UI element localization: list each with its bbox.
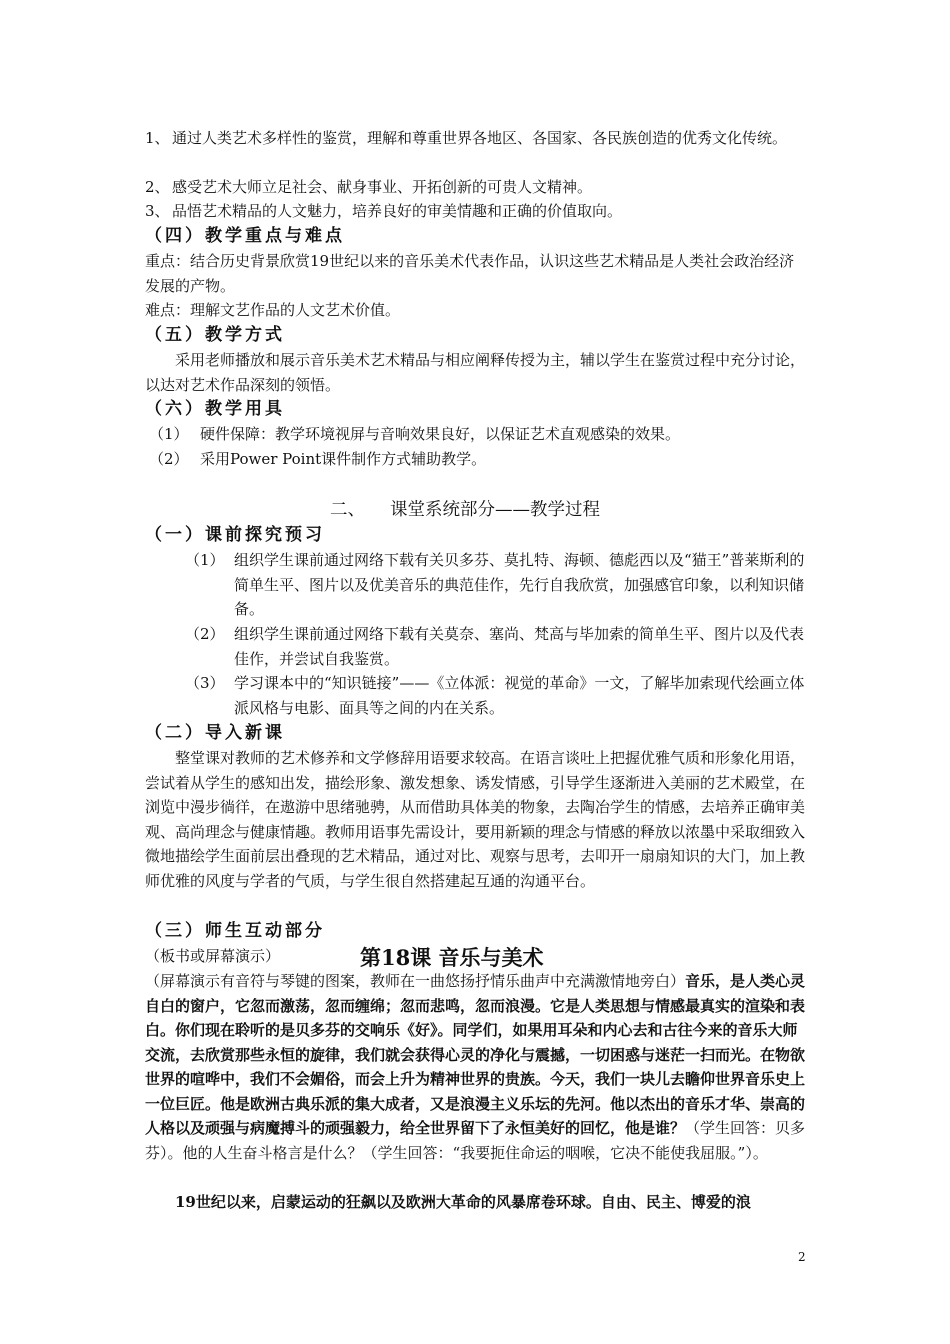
heading-teaching-method: （五）教学方式 [145,325,285,345]
part-two-number: 二、 [330,500,365,520]
preview-item-text: 学习课本中的“知识链接”——《立体派：视觉的革命》一文，了解毕加索现代绘画立体派风格与电影、面具等之间的内在关系。 [234,674,805,717]
objective-number: 3、 [145,202,170,220]
narration-paragraph [145,969,807,1165]
heading-key-difficult-points: （四）教学重点与难点 [145,226,345,246]
part-two-title: 课堂系统部分——教学过程 [390,500,600,520]
tools-item-number: （1） [149,425,189,443]
last-paragraph-start: 19世纪以来，启蒙运动的狂飙以及欧洲大革命的风暴席卷环球。自由、民主、博爱的浪 [175,1193,751,1211]
objective-number: 1、 [145,129,170,147]
teaching-method-text: 采用老师播放和展示音乐美术艺术精品与相应阐释传授为主，辅以学生在鉴赏过程中充分讨论，以达对艺术作品深刻的领悟。 [145,351,806,394]
narration-text: 音乐，是人类心灵自白的窗户，它忽而激荡，忽而缠绵；忽而悲鸣，忽而浪漫。它是人类思想与情感最真实的渲染和表白。你们现在聆听的是贝多芬的交响乐《好》。同学们，如果用耳朵和内心去和古往今来的音乐大师交流，去欣赏那些永恒的旋律，我们就会获得心灵的净化与震撼，一切困惑与迷茫一扫而光。在物欲世界的喧哗中，我们不会媚俗，而会上升为精神世界的贵族。今天，我们一块儿去瞻仰世界音乐史上一位巨匠。他是欧洲古典乐派的集大成者，又是浪漫主义乐坛的先河。他以杰出的音乐才华、崇高的人格以及顽强与病魔搏斗的顽强毅力，给全世界留下了永恒美好的回忆，他是谁？ [145,972,806,1137]
student-answers: （学生回答：贝多芬）。他的人生奋斗格言是什么？（学生回答：“我要扼住命运的咽喉，它决不能使我屈服。”）。 [145,1119,806,1162]
tools-item-text: 采用Power Point课件制作方式辅助教学。 [200,450,487,468]
heading-introduction: （二）导入新课 [145,723,285,743]
board-note: （板书或屏幕演示） [145,947,281,965]
difficult-points-text: 难点：理解文艺作品的人文艺术价值。 [145,301,401,319]
page-number: 2 [798,1250,806,1264]
preview-item-number: （1） [185,551,225,569]
preview-item-number: （2） [185,625,225,643]
objective-text: 品悟艺术精品的人文魅力，培养良好的审美情趣和正确的价值取向。 [172,202,623,220]
tools-item-text: 硬件保障：教学环境视屏与音响效果良好，以保证艺术直观感染的效果。 [200,425,681,443]
objective-item-1 [145,126,807,175]
preview-item-text: 组织学生课前通过网络下载有关莫奈、塞尚、梵高与毕加索的简单生平、图片以及代表佳作，并尝试自我鉴赏。 [234,625,805,668]
part-two-heading [330,498,600,522]
heading-preview: （一）课前探究预习 [145,525,325,545]
objective-text: 通过人类艺术多样性的鉴赏，理解和尊重世界各地区、各国家、各民族创造的优秀文化传统。 [172,129,788,147]
preview-item-text: 组织学生课前通过网络下载有关贝多芬、莫扎特、海顿、德彪西以及“猫王”普莱斯利的简单生平、图片以及优美音乐的典范佳作，先行自我欣赏，加强感官印象，以利知识储备。 [234,551,805,618]
objective-number: 2、 [145,178,170,196]
screen-note: （屏幕演示有音符与琴键的图案，教师在一曲悠扬抒情乐曲声中充满激情地旁白） [145,972,686,990]
key-points-text: 重点：结合历史背景欣赏19世纪以来的音乐美术代表作品，认识这些艺术精品是人类社会政治经济发展的产物。 [145,252,795,295]
tools-item-number: （2） [149,450,189,468]
objective-text: 感受艺术大师立足社会、献身事业、开拓创新的可贵人文精神。 [172,178,593,196]
heading-teaching-tools: （六）教学用具 [145,399,285,419]
lesson-title: 第18课 音乐与美术 [360,945,544,970]
preview-item-number: （3） [185,674,225,692]
introduction-text: 整堂课对教师的艺术修养和文学修辞用语要求较高。在语言谈吐上把握优雅气质和形象化用语，尝试着从学生的感知出发，描绘形象、激发想象、诱发情感，引导学生逐渐进入美丽的艺术殿堂，在浏览中漫步徜徉，在遨游中思绪驰骋，从而借助具体美的物象，去陶冶学生的情感，去培养正确审美观、高尚理念与健康情趣。教师用语事先需设计，要用新颖的理念与情感的释放以浓墨中采取细致入微地描绘学生面前层出叠现的艺术精品，通过对比、观察与思考，去叩开一扇扇知识的大门，加上教师优雅的风度与学者的气质，与学生很自然搭建起互通的沟通平台。 [145,749,806,890]
heading-interaction: （三）师生互动部分 [145,921,325,941]
